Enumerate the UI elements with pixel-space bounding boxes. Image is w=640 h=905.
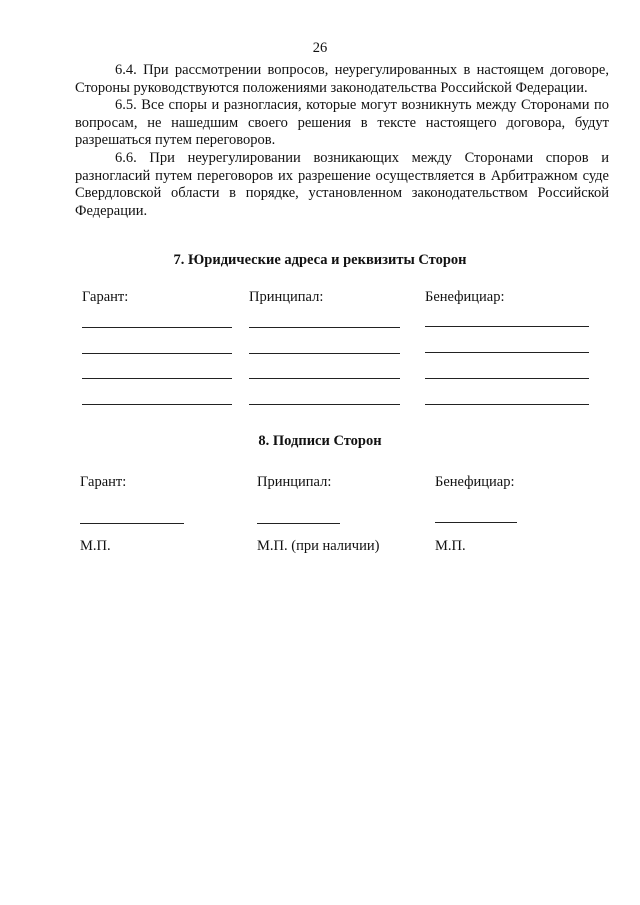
beneficiary-stamp-label: М.П.: [435, 538, 466, 554]
page-number: 26: [312, 40, 328, 56]
clauses-section: [75, 62, 609, 220]
clause-6-6: 6.6. При неурегулировании возникающих между Сторонами споров и разногласий путем переговоров их разрешение осуществляется в Арбитражном суде Свердловской области в порядке, установленном законодательством Российской Федерации.: [75, 149, 609, 219]
beneficiary-details-line: [425, 352, 589, 353]
clause-6-5: 6.5. Все споры и разногласия, которые могут возникнуть между Сторонами по вопросам, не нашедшим своего решения в тексте настоящего договора, будут разрешаться путем переговоров.: [75, 97, 609, 149]
guarantor-details-line: [82, 404, 232, 405]
guarantor-details-line: [82, 353, 232, 354]
clause-6-4: 6.4. При рассмотрении вопросов, неурегулированных в настоящем договоре, Стороны руководствуются положениями законодательства Российской Федерации.: [75, 62, 609, 96]
section-8-beneficiary-label: Бенефициар:: [435, 474, 515, 490]
guarantor-details-line: [82, 327, 232, 328]
principal-details-line: [249, 353, 400, 354]
principal-details-line: [249, 404, 400, 405]
section-7-guarantor-label: Гарант:: [82, 289, 129, 305]
guarantor-stamp-label: М.П.: [80, 538, 111, 554]
beneficiary-details-line: [425, 378, 589, 379]
section-7-beneficiary-label: Бенефициар:: [425, 289, 505, 305]
principal-details-line: [249, 378, 400, 379]
beneficiary-details-line: [425, 404, 589, 405]
principal-signature-line: [257, 523, 340, 524]
beneficiary-signature-line: [435, 522, 517, 523]
section-8-principal-label: Принципал:: [257, 474, 332, 490]
guarantor-signature-line: [80, 523, 184, 524]
section-8-guarantor-label: Гарант:: [80, 474, 127, 490]
guarantor-details-line: [82, 378, 232, 379]
principal-details-line: [249, 327, 400, 328]
section-7-title: 7. Юридические адреса и реквизиты Сторон: [173, 252, 467, 268]
beneficiary-details-line: [425, 326, 589, 327]
section-7-principal-label: Принципал:: [249, 289, 324, 305]
principal-stamp-label: М.П. (при наличии): [257, 538, 380, 554]
section-8-title: 8. Подписи Сторон: [258, 433, 382, 449]
